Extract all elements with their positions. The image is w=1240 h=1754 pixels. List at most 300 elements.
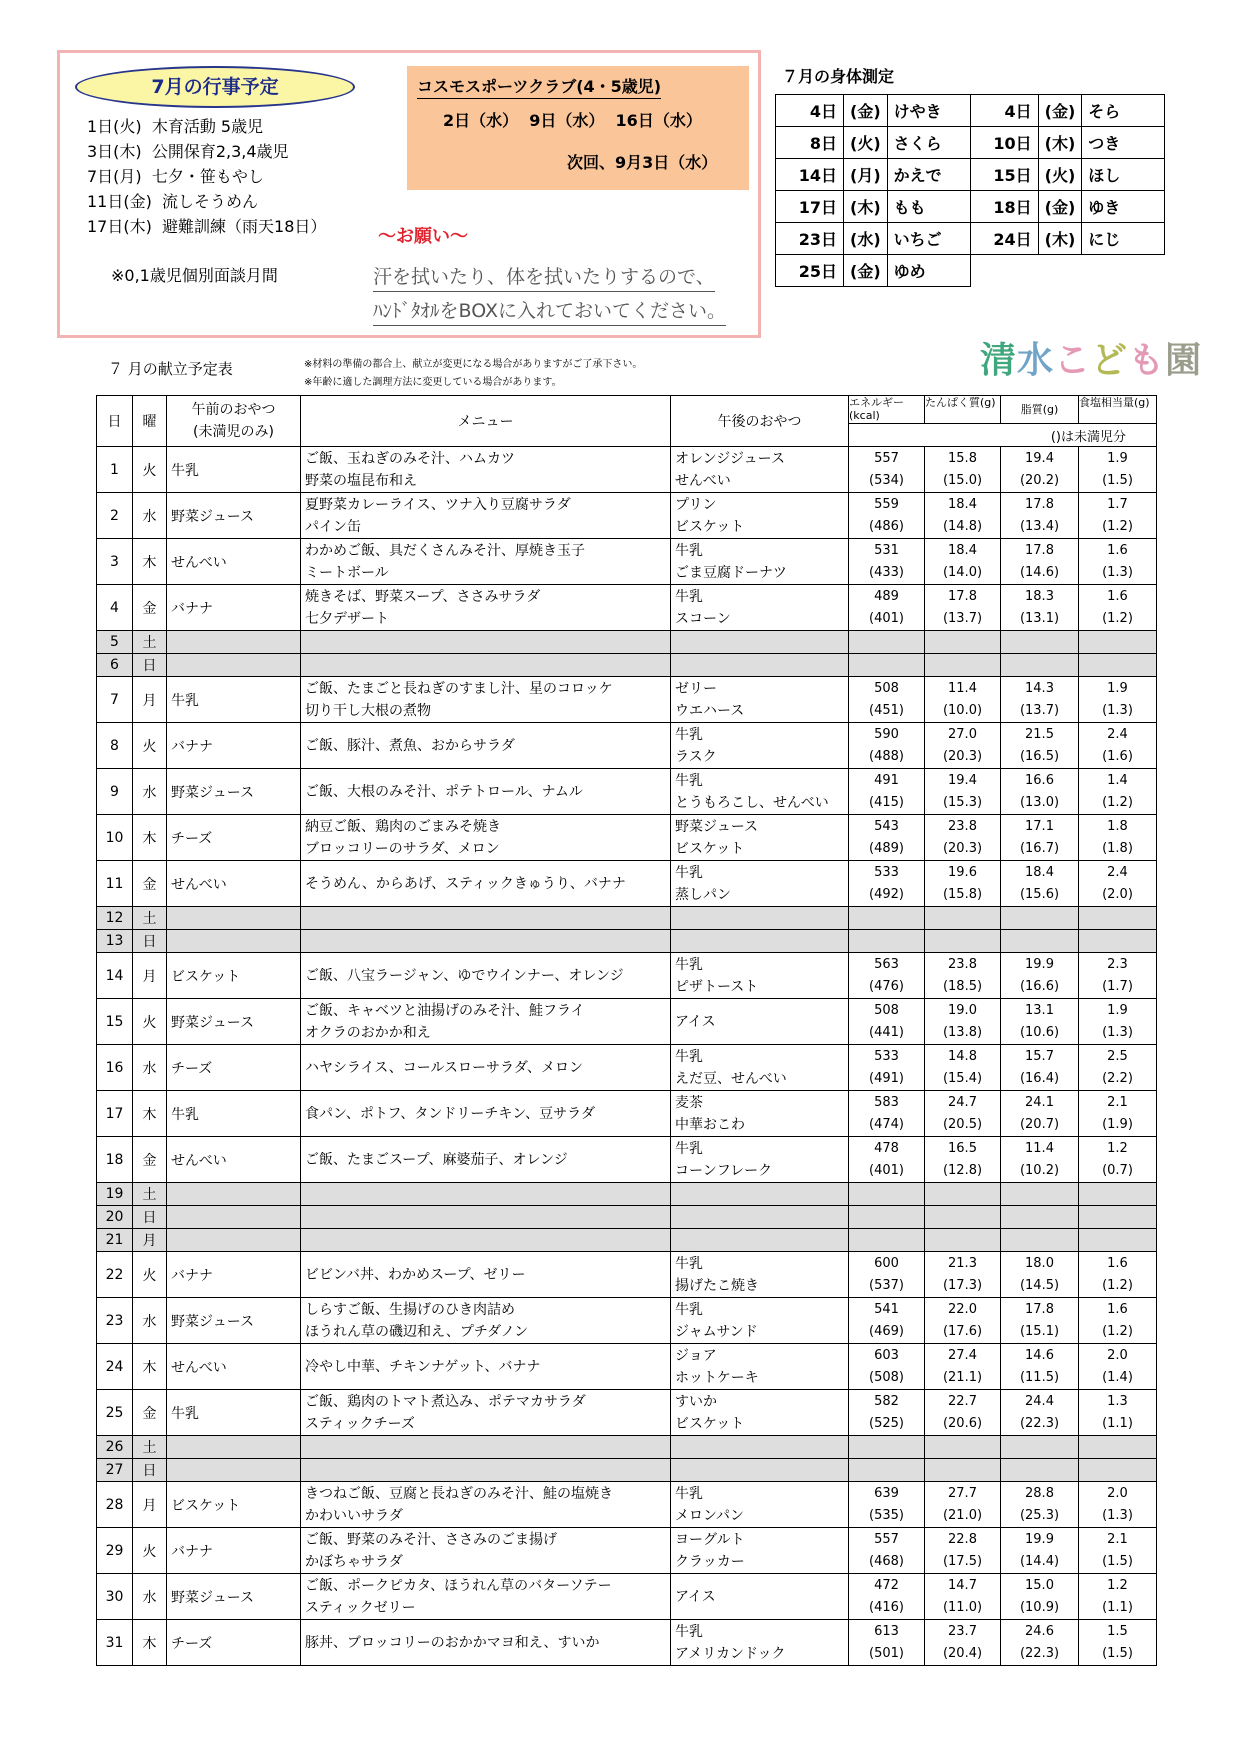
measure-cell xyxy=(1082,255,1165,287)
day-cell: 2 xyxy=(97,493,133,539)
am-snack-cell: バナナ xyxy=(167,1528,301,1574)
energy-cell xyxy=(849,1620,925,1666)
menu-cell-line: きつねご飯、豆腐と長ねぎのみそ汁、鮭の塩焼き xyxy=(305,1485,613,1502)
energy-cell-line: (534) xyxy=(869,472,904,488)
fat-cell-line: 11.4 xyxy=(1025,1140,1054,1156)
energy-cell xyxy=(849,723,925,769)
menu-cell-line: ご飯、たまごスープ、麻婆茄子、オレンジ xyxy=(305,1151,568,1168)
energy-cell xyxy=(849,493,925,539)
menu-cell-line: オクラのおかか和え xyxy=(305,1024,431,1041)
energy-cell-line: 557 xyxy=(874,1531,899,1547)
empty-cell xyxy=(925,631,1001,654)
pm-snack-cell-line: メロンパン xyxy=(675,1507,745,1524)
am-snack-cell: せんべい xyxy=(167,861,301,907)
logo-char: 水 xyxy=(1017,340,1055,381)
empty-cell xyxy=(1079,654,1157,677)
menu-cell xyxy=(301,585,671,631)
menu-cell-line: ミートボール xyxy=(305,564,389,581)
fat-cell xyxy=(1001,723,1079,769)
empty-cell xyxy=(1001,1229,1079,1252)
menu-cell xyxy=(301,1298,671,1344)
energy-cell-line: 478 xyxy=(874,1140,899,1156)
protein-cell-line: 27.7 xyxy=(948,1485,977,1501)
measure-cell: 24日 xyxy=(970,223,1038,255)
pm-snack-cell xyxy=(671,1091,849,1137)
measure-cell xyxy=(970,255,1038,287)
day-cell: 1 xyxy=(97,447,133,493)
empty-cell xyxy=(301,930,671,953)
day-cell: 29 xyxy=(97,1528,133,1574)
salt-cell-line: (2.2) xyxy=(1102,1070,1133,1086)
fat-cell-line: 21.5 xyxy=(1025,726,1054,742)
fat-cell xyxy=(1001,677,1079,723)
fat-cell-line: (16.4) xyxy=(1019,1070,1060,1086)
empty-cell xyxy=(1001,631,1079,654)
salt-cell-line: 1.9 xyxy=(1107,450,1128,466)
empty-cell xyxy=(671,907,849,930)
fat-cell xyxy=(1001,1620,1079,1666)
salt-cell-line: (1.3) xyxy=(1102,1024,1133,1040)
protein-cell xyxy=(925,1045,1001,1091)
energy-cell-line: 533 xyxy=(874,1048,899,1064)
salt-cell xyxy=(1079,1344,1157,1390)
salt-cell xyxy=(1079,723,1157,769)
pm-snack-cell-line: ゼリー xyxy=(675,680,717,697)
pm-snack-cell-line: 麦茶 xyxy=(675,1094,703,1111)
pm-snack-cell-line: アイス xyxy=(675,1588,716,1605)
menu-cell-line: 切り干し大根の煮物 xyxy=(305,702,431,719)
pm-snack-cell-line: ウエハース xyxy=(675,702,745,719)
pm-snack-cell-line: ジョア xyxy=(675,1347,717,1364)
energy-cell-line: (401) xyxy=(869,610,904,626)
energy-cell xyxy=(849,861,925,907)
salt-cell xyxy=(1079,447,1157,493)
header-am-snack-line: 午前のおやつ xyxy=(191,402,276,418)
protein-cell-line: (11.0) xyxy=(942,1599,983,1615)
pm-snack-cell-line: ピザトースト xyxy=(675,978,759,995)
energy-cell-line: 508 xyxy=(874,680,899,696)
protein-cell xyxy=(925,585,1001,631)
menu-cell-line: ご飯、ポークピカタ、ほうれん草のバターソテー xyxy=(305,1577,612,1594)
empty-cell xyxy=(167,1206,301,1229)
measure-cell: ゆめ xyxy=(887,255,970,287)
protein-cell-line: 23.8 xyxy=(948,818,977,834)
menu-cell-line: 夏野菜カレーライス、ツナ入り豆腐サラダ xyxy=(305,496,571,513)
day-cell: 7 xyxy=(97,677,133,723)
salt-cell-line: (1.2) xyxy=(1102,1277,1133,1293)
pm-snack-cell-line: とうもろこし、せんべい xyxy=(675,794,829,811)
menu-row xyxy=(97,585,1157,631)
menu-note-2: ※年齢に適した調理方法に変更している場合があります。 xyxy=(304,377,562,388)
protein-cell-line: (14.8) xyxy=(942,518,983,534)
pm-snack-cell-line: 牛乳 xyxy=(675,726,703,743)
empty-cell xyxy=(1079,1459,1157,1482)
pm-snack-cell xyxy=(671,1574,849,1620)
weekend-row xyxy=(97,1183,1157,1206)
day-cell: 20 xyxy=(97,1206,133,1229)
protein-cell-line: (20.3) xyxy=(942,840,983,856)
am-snack-cell: バナナ xyxy=(167,723,301,769)
protein-cell-line: 19.6 xyxy=(948,864,977,880)
am-snack-cell: チーズ xyxy=(167,815,301,861)
empty-cell xyxy=(1079,907,1157,930)
menu-row xyxy=(97,1137,1157,1183)
day-cell: 21 xyxy=(97,1229,133,1252)
fat-cell-line: 17.8 xyxy=(1025,542,1054,558)
empty-cell xyxy=(925,907,1001,930)
energy-cell-line: 582 xyxy=(874,1393,899,1409)
day-cell: 8 xyxy=(97,723,133,769)
weekday-cell: 金 xyxy=(133,585,167,631)
energy-cell-line: 531 xyxy=(874,542,899,558)
salt-cell-line: 2.0 xyxy=(1107,1485,1128,1501)
menu-cell xyxy=(301,769,671,815)
salt-cell-line: (1.7) xyxy=(1102,978,1133,994)
weekend-row xyxy=(97,631,1157,654)
protein-cell xyxy=(925,953,1001,999)
measure-row xyxy=(776,223,1165,255)
pm-snack-cell-line: 牛乳 xyxy=(675,542,703,559)
header-menu: メニュー xyxy=(301,396,671,447)
empty-cell xyxy=(849,1436,925,1459)
pm-snack-cell xyxy=(671,677,849,723)
energy-cell xyxy=(849,1528,925,1574)
event-item: 3日(木) 公開保育2,3,4歳児 xyxy=(87,142,289,161)
weekday-cell: 金 xyxy=(133,861,167,907)
protein-cell xyxy=(925,1482,1001,1528)
fat-cell-line: 15.0 xyxy=(1025,1577,1054,1593)
protein-cell-line: (17.5) xyxy=(942,1553,983,1569)
empty-cell xyxy=(301,907,671,930)
measure-cell: もも xyxy=(887,191,970,223)
pm-snack-cell xyxy=(671,999,849,1045)
day-cell: 11 xyxy=(97,861,133,907)
weekday-cell: 金 xyxy=(133,1390,167,1436)
menu-cell-line: 豚丼、ブロッコリーのおかかマヨ和え、すいか xyxy=(305,1634,600,1651)
salt-cell-line: (1.1) xyxy=(1102,1599,1133,1615)
menu-cell xyxy=(301,447,671,493)
pm-snack-cell xyxy=(671,953,849,999)
am-snack-cell: 野菜ジュース xyxy=(167,1574,301,1620)
fat-cell xyxy=(1001,769,1079,815)
day-cell: 6 xyxy=(97,654,133,677)
measure-row xyxy=(776,159,1165,191)
weekday-cell: 火 xyxy=(133,999,167,1045)
menu-row xyxy=(97,1298,1157,1344)
fat-cell xyxy=(1001,1574,1079,1620)
protein-cell-line: 17.8 xyxy=(948,588,977,604)
empty-cell xyxy=(1001,1459,1079,1482)
menu-cell-line: ブロッコリーのサラダ、メロン xyxy=(305,840,500,857)
salt-cell xyxy=(1079,1482,1157,1528)
fat-cell xyxy=(1001,1390,1079,1436)
day-cell: 13 xyxy=(97,930,133,953)
weekday-cell: 月 xyxy=(133,953,167,999)
am-snack-cell: チーズ xyxy=(167,1620,301,1666)
salt-cell-line: 2.3 xyxy=(1107,956,1128,972)
weekday-cell: 月 xyxy=(133,1229,167,1252)
empty-cell xyxy=(671,1229,849,1252)
menu-row xyxy=(97,861,1157,907)
pm-snack-cell xyxy=(671,1620,849,1666)
protein-cell xyxy=(925,1091,1001,1137)
pm-snack-cell xyxy=(671,539,849,585)
energy-cell xyxy=(849,1574,925,1620)
energy-cell-line: (441) xyxy=(869,1024,904,1040)
weekday-cell: 木 xyxy=(133,815,167,861)
energy-cell-line: (508) xyxy=(869,1369,904,1385)
salt-cell-line: 1.7 xyxy=(1107,496,1128,512)
menu-cell-line: そうめん、からあげ、スティックきゅうり、バナナ xyxy=(305,875,626,892)
measure-cell: かえで xyxy=(887,159,970,191)
menu-cell xyxy=(301,493,671,539)
day-cell: 23 xyxy=(97,1298,133,1344)
day-cell: 24 xyxy=(97,1344,133,1390)
pm-snack-cell-line: 野菜ジュース xyxy=(675,818,759,835)
energy-cell-line: 613 xyxy=(874,1623,899,1639)
club-title: コスモスポーツクラブ(4・5歳児) xyxy=(417,74,661,99)
pm-snack-cell xyxy=(671,1482,849,1528)
salt-cell-line: 1.6 xyxy=(1107,1301,1128,1317)
empty-cell xyxy=(1001,907,1079,930)
pm-snack-cell-line: 牛乳 xyxy=(675,1140,703,1157)
protein-cell-line: 14.7 xyxy=(948,1577,977,1593)
energy-cell xyxy=(849,1298,925,1344)
am-snack-cell: 牛乳 xyxy=(167,1390,301,1436)
weekday-cell: 月 xyxy=(133,677,167,723)
empty-cell xyxy=(671,930,849,953)
menu-cell-line: 冷やし中華、チキンナゲット、バナナ xyxy=(305,1358,541,1375)
salt-cell xyxy=(1079,1137,1157,1183)
menu-cell-line: スティックゼリー xyxy=(305,1599,416,1616)
empty-cell xyxy=(671,1459,849,1482)
salt-cell-line: 1.6 xyxy=(1107,1255,1128,1271)
am-snack-cell: せんべい xyxy=(167,1344,301,1390)
energy-cell-line: (401) xyxy=(869,1162,904,1178)
pm-snack-cell-line: スコーン xyxy=(675,610,731,627)
header-energy: エネルギー(kcal) xyxy=(849,396,925,424)
protein-cell-line: 22.0 xyxy=(948,1301,977,1317)
menu-cell-line: 納豆ご飯、鶏肉のごまみそ焼き xyxy=(305,818,501,835)
menu-row xyxy=(97,1045,1157,1091)
fat-cell-line: (13.4) xyxy=(1019,518,1060,534)
menu-cell-line: ハヤシライス、コールスローサラダ、メロン xyxy=(305,1059,584,1076)
day-cell: 12 xyxy=(97,907,133,930)
menu-cell-line: 焼きそば、野菜スープ、ささみサラダ xyxy=(305,588,541,605)
salt-cell-line: 1.2 xyxy=(1107,1140,1128,1156)
fat-cell xyxy=(1001,1528,1079,1574)
measure-cell: そら xyxy=(1082,95,1165,127)
menu-cell-line: わかめご飯、具だくさんみそ汁、厚焼き玉子 xyxy=(305,542,585,559)
protein-cell xyxy=(925,999,1001,1045)
pm-snack-cell-line: ホットケーキ xyxy=(675,1369,759,1386)
pm-snack-cell-line: 牛乳 xyxy=(675,1485,703,1502)
pm-snack-cell-line: ビスケット xyxy=(675,1415,745,1432)
day-cell: 5 xyxy=(97,631,133,654)
pm-snack-cell xyxy=(671,1390,849,1436)
measure-cell: 15日 xyxy=(970,159,1038,191)
menu-cell-line: かわいいサラダ xyxy=(305,1507,403,1524)
menu-cell xyxy=(301,1620,671,1666)
salt-cell-line: 2.0 xyxy=(1107,1347,1128,1363)
salt-cell-line: (1.3) xyxy=(1102,702,1133,718)
fat-cell-line: (20.7) xyxy=(1019,1116,1060,1132)
protein-cell-line: (18.5) xyxy=(942,978,983,994)
salt-cell-line: 2.4 xyxy=(1107,864,1128,880)
day-cell: 28 xyxy=(97,1482,133,1528)
protein-cell-line: (13.7) xyxy=(942,610,983,626)
menu-cell-line: ご飯、鶏肉のトマト煮込み、ポテマカサラダ xyxy=(305,1393,586,1410)
fat-cell xyxy=(1001,1298,1079,1344)
fat-cell-line: (16.5) xyxy=(1019,748,1060,764)
weekday-cell: 水 xyxy=(133,769,167,815)
salt-cell-line: (1.5) xyxy=(1102,472,1133,488)
energy-cell-line: (525) xyxy=(869,1415,904,1431)
menu-cell xyxy=(301,815,671,861)
energy-cell xyxy=(849,1137,925,1183)
pm-snack-cell xyxy=(671,447,849,493)
menu-row xyxy=(97,1482,1157,1528)
day-cell: 31 xyxy=(97,1620,133,1666)
weekend-row xyxy=(97,654,1157,677)
salt-cell-line: (1.8) xyxy=(1102,840,1133,856)
empty-cell xyxy=(849,930,925,953)
fat-cell-line: (10.6) xyxy=(1019,1024,1060,1040)
weekday-cell: 火 xyxy=(133,447,167,493)
club-dates: 2日（水） 9日（水） 16日（水） xyxy=(443,111,702,130)
pm-snack-cell xyxy=(671,1344,849,1390)
salt-cell xyxy=(1079,1045,1157,1091)
salt-cell xyxy=(1079,677,1157,723)
protein-cell-line: (12.8) xyxy=(942,1162,983,1178)
menu-cell xyxy=(301,677,671,723)
menu-row xyxy=(97,999,1157,1045)
menu-row xyxy=(97,677,1157,723)
measure-cell: ほし xyxy=(1082,159,1165,191)
energy-cell-line: 590 xyxy=(874,726,899,742)
weekend-row xyxy=(97,1206,1157,1229)
weekday-cell: 土 xyxy=(133,907,167,930)
pm-snack-cell-line: プリン xyxy=(675,496,717,513)
weekend-row xyxy=(97,907,1157,930)
protein-cell-line: 27.4 xyxy=(948,1347,977,1363)
day-cell: 18 xyxy=(97,1137,133,1183)
salt-cell xyxy=(1079,1528,1157,1574)
empty-cell xyxy=(1079,1183,1157,1206)
fat-cell-line: 18.3 xyxy=(1025,588,1054,604)
measure-table xyxy=(775,94,1165,287)
protein-cell-line: (15.0) xyxy=(942,472,983,488)
request-line-1: 汗を拭いたり、体を拭いたりするので、 xyxy=(373,262,715,292)
pm-snack-cell-line: すいか xyxy=(675,1393,717,1410)
event-item: 7日(月) 七夕・笹もやし xyxy=(87,167,264,186)
energy-cell-line: (492) xyxy=(869,886,904,902)
protein-cell-line: (17.6) xyxy=(942,1323,983,1339)
weekday-cell: 土 xyxy=(133,1436,167,1459)
fat-cell-line: 28.8 xyxy=(1025,1485,1054,1501)
weekday-cell: 土 xyxy=(133,1183,167,1206)
menu-cell-line: パイン缶 xyxy=(305,518,361,535)
protein-cell xyxy=(925,723,1001,769)
empty-cell xyxy=(671,1206,849,1229)
energy-cell xyxy=(849,1252,925,1298)
pm-snack-cell-line: 牛乳 xyxy=(675,956,703,973)
menu-cell-line: ビビンバ丼、わかめスープ、ゼリー xyxy=(305,1266,526,1283)
salt-cell-line: (1.1) xyxy=(1102,1415,1133,1431)
measure-cell: 14日 xyxy=(776,159,844,191)
salt-cell-line: 2.1 xyxy=(1107,1094,1128,1110)
pm-snack-cell-line: 牛乳 xyxy=(675,1301,703,1318)
am-snack-cell: 牛乳 xyxy=(167,447,301,493)
empty-cell xyxy=(849,1229,925,1252)
menu-cell xyxy=(301,861,671,907)
day-cell: 27 xyxy=(97,1459,133,1482)
salt-cell-line: 1.6 xyxy=(1107,542,1128,558)
menu-cell xyxy=(301,1482,671,1528)
header-fat: 脂質(g) xyxy=(1001,396,1079,424)
pm-snack-cell-line: クラッカー xyxy=(675,1553,745,1570)
request-title: ～お願い～ xyxy=(378,226,468,247)
measure-cell: (月) xyxy=(844,159,888,191)
energy-cell-line: 557 xyxy=(874,450,899,466)
energy-cell-line: 489 xyxy=(874,588,899,604)
weekday-cell: 日 xyxy=(133,1206,167,1229)
header-day: 日 xyxy=(97,396,133,447)
empty-cell xyxy=(925,654,1001,677)
pm-snack-cell xyxy=(671,1137,849,1183)
day-cell: 9 xyxy=(97,769,133,815)
logo-char: ど xyxy=(1091,340,1129,381)
energy-cell-line: 472 xyxy=(874,1577,899,1593)
salt-cell-line: 1.2 xyxy=(1107,1577,1128,1593)
fat-cell xyxy=(1001,999,1079,1045)
menu-cell-line: ご飯、八宝ラージャン、ゆでウインナー、オレンジ xyxy=(305,967,624,984)
am-snack-cell: ビスケット xyxy=(167,953,301,999)
empty-cell xyxy=(167,907,301,930)
fat-cell-line: (20.2) xyxy=(1019,472,1060,488)
fat-cell-line: (16.7) xyxy=(1019,840,1060,856)
empty-cell xyxy=(925,1206,1001,1229)
protein-cell-line: 22.8 xyxy=(948,1531,977,1547)
protein-cell xyxy=(925,1620,1001,1666)
day-cell: 16 xyxy=(97,1045,133,1091)
energy-cell-line: (535) xyxy=(869,1507,904,1523)
salt-cell-line: (1.3) xyxy=(1102,564,1133,580)
empty-cell xyxy=(671,1436,849,1459)
measure-cell: (金) xyxy=(844,255,888,287)
menu-cell-line: ご飯、野菜のみそ汁、ささみのごま揚げ xyxy=(305,1531,557,1548)
protein-cell xyxy=(925,1298,1001,1344)
energy-cell-line: (476) xyxy=(869,978,904,994)
protein-cell-line: (15.3) xyxy=(942,794,983,810)
salt-cell xyxy=(1079,999,1157,1045)
protein-cell xyxy=(925,1390,1001,1436)
salt-cell xyxy=(1079,493,1157,539)
am-snack-cell: チーズ xyxy=(167,1045,301,1091)
energy-cell-line: 543 xyxy=(874,818,899,834)
fat-cell-line: 13.1 xyxy=(1025,1002,1054,1018)
empty-cell xyxy=(1079,1206,1157,1229)
events-note: ※0,1歳児個別面談月間 xyxy=(111,266,278,285)
protein-cell-line: (20.4) xyxy=(942,1645,983,1661)
protein-cell xyxy=(925,1252,1001,1298)
measure-cell: (火) xyxy=(1038,159,1082,191)
measure-row xyxy=(776,95,1165,127)
weekend-row xyxy=(97,1229,1157,1252)
pm-snack-cell-line: 牛乳 xyxy=(675,1048,703,1065)
fat-cell-line: (11.5) xyxy=(1019,1369,1060,1385)
menu-cell xyxy=(301,953,671,999)
